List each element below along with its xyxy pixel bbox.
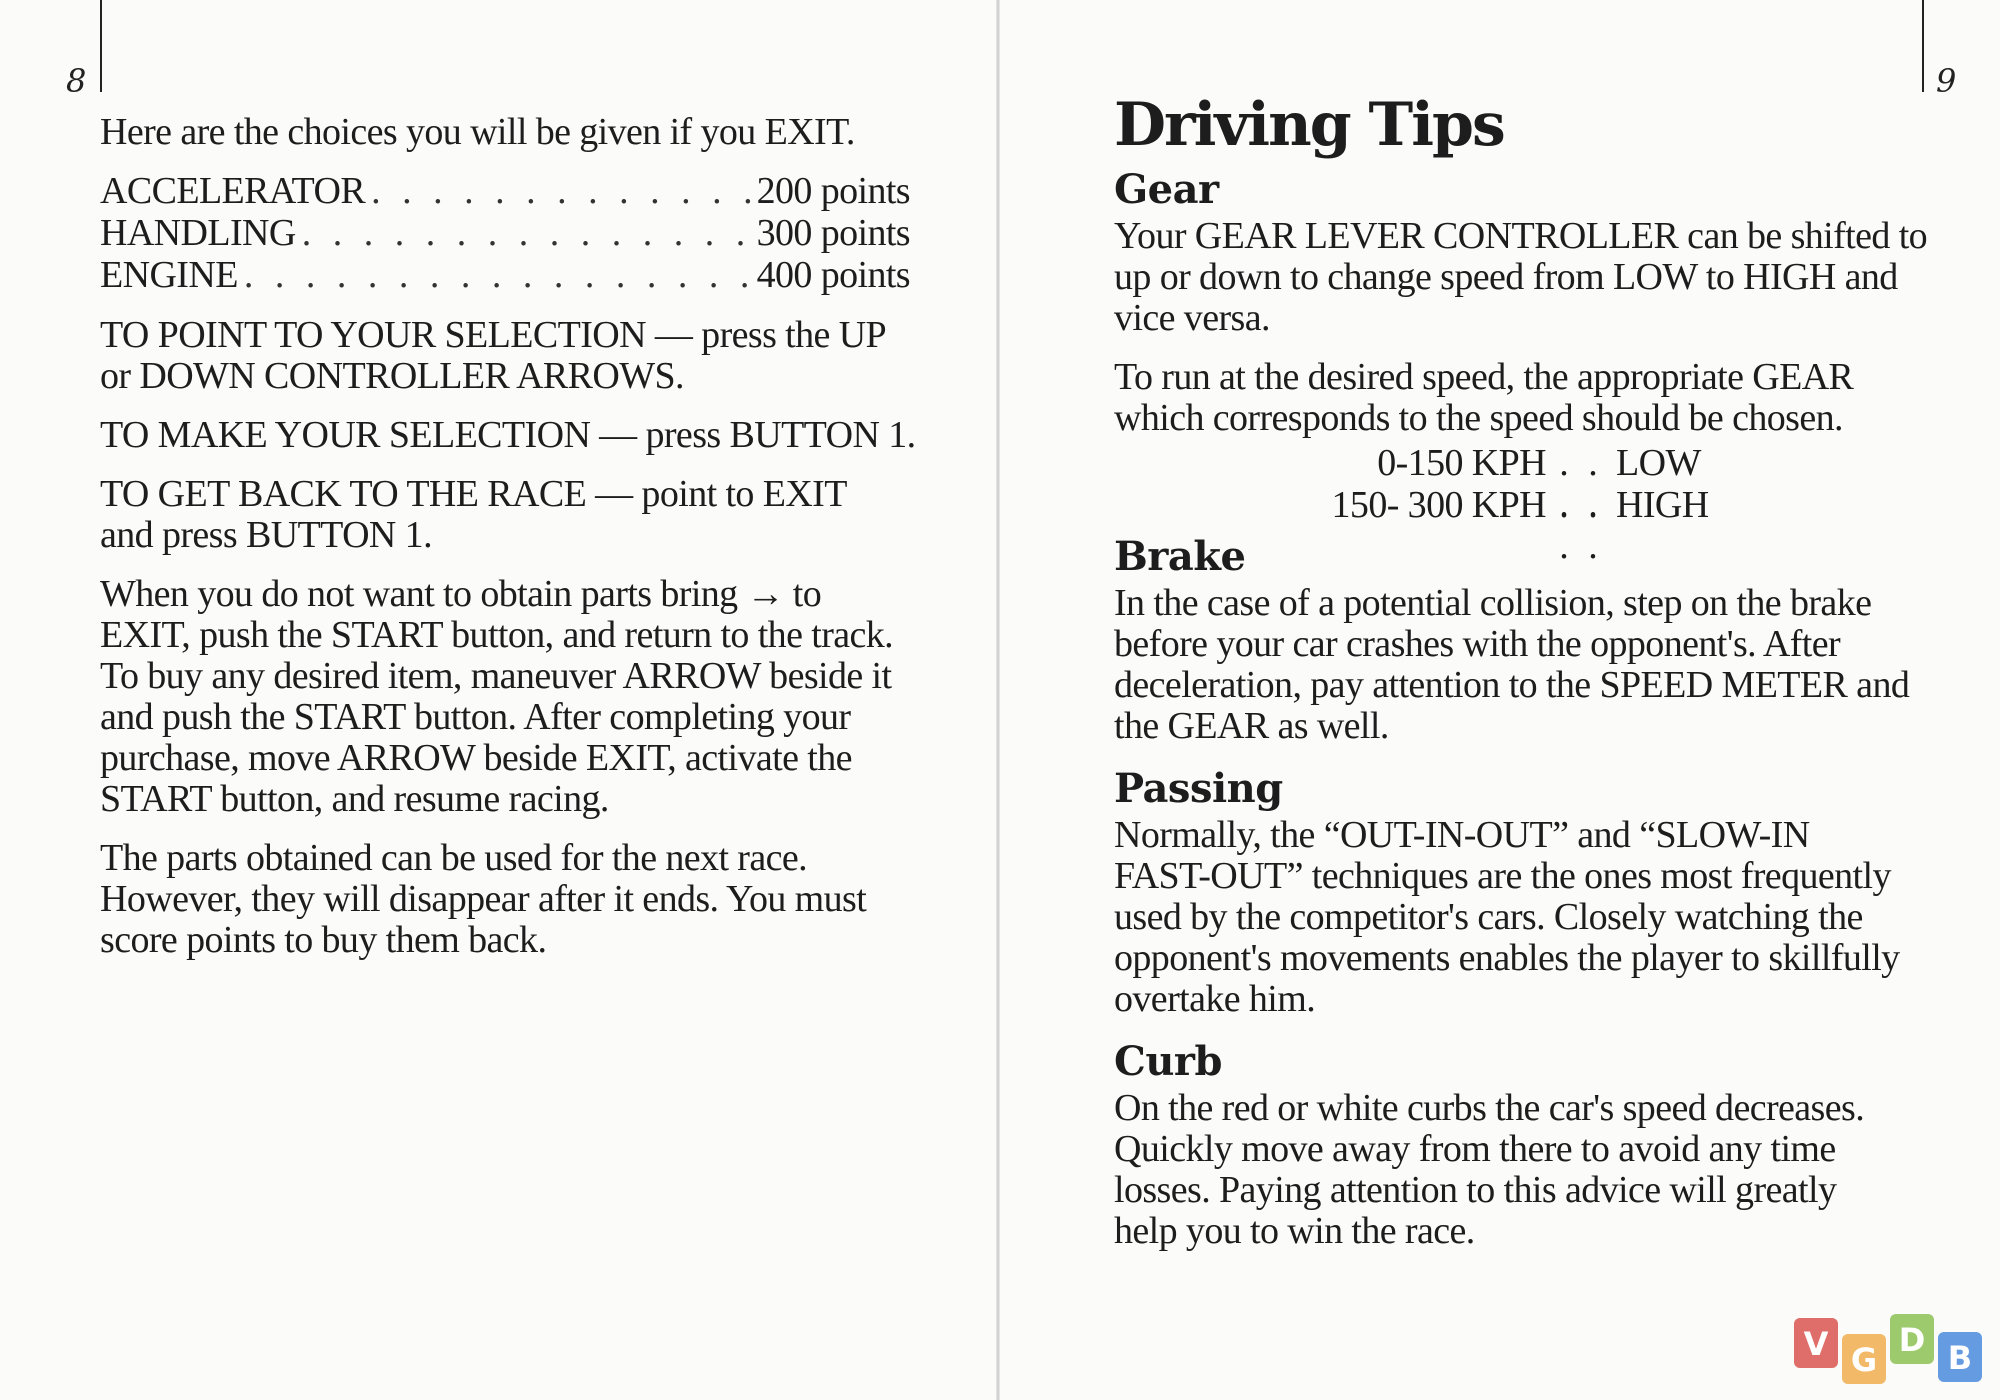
intro-paragraph: Here are the choices you will be given if you EXIT. (100, 111, 855, 153)
speed-range: 0-150 KPH (1377, 442, 1546, 484)
left-page-number: 8 (66, 62, 87, 100)
dot-leader (302, 213, 751, 254)
section-heading-passing: Passing (1114, 765, 1283, 812)
gear-paragraph-2: To run at the desired speed, the appropriate GEAR which corresponds to the speed should be chosen. (1114, 356, 1854, 439)
section-heading-gear: Gear (1114, 166, 1219, 213)
dot-leader (371, 171, 751, 212)
section-heading-brake: Brake (1114, 533, 1246, 580)
right-page-rule (1922, 0, 1924, 92)
right-page-body (1114, 90, 1944, 1270)
left-page-rule (100, 0, 102, 92)
parts-instructions-paragraph: When you do not want to obtain parts bring → to EXIT, push the START button, and return to the track. To buy any desired item, maneuver ARROW beside it and push the START button. After completing your purchase, move ARROW beside EXIT, activate the START button, and resume racing. (100, 573, 894, 820)
choice-item: ENGINE (100, 254, 238, 296)
gear-speed-row (1114, 485, 1944, 527)
gear-speed-row (1114, 443, 1944, 485)
choice-row (100, 213, 910, 255)
watermark-letter: G (1850, 1341, 1878, 1379)
instruction-make-selection: TO MAKE YOUR SELECTION — press BUTTON 1. (100, 414, 916, 456)
instruction-point-selection: TO POINT TO YOUR SELECTION — press the UP or DOWN CONTROLLER ARROWS. (100, 314, 885, 397)
speed-range: 150- 300 KPH (1331, 484, 1546, 526)
gear-level: LOW (1616, 442, 1701, 484)
section-heading-curb: Curb (1114, 1038, 1222, 1085)
right-page (1000, 0, 2000, 1400)
passing-paragraph: Normally, the “OUT-IN-OUT” and “SLOW-IN FAST-OUT” techniques are the ones most frequently used by the competitor's cars. Closely watching the opponent's movements enables the player to skillfully overtake him. (1114, 814, 1900, 1020)
right-page-number: 9 (1936, 62, 1957, 100)
choices-list (100, 171, 910, 297)
watermark-letter: V (1803, 1325, 1829, 1363)
dot-leader (244, 255, 751, 296)
choice-item: HANDLING (100, 212, 296, 254)
choice-value: 200 points (756, 170, 910, 212)
curb-paragraph: On the red or white curbs the car's speed decreases. Quickly move away from there to avoid any time losses. Paying attention to this advice will greatly help you to win the race. (1114, 1087, 1865, 1252)
choice-item: ACCELERATOR (100, 170, 366, 212)
choice-row (100, 255, 910, 297)
dot-leader (1546, 485, 1616, 567)
choice-value: 400 points (756, 254, 910, 296)
gear-speed-table (1114, 443, 1944, 527)
page-title: Driving Tips (1114, 90, 1504, 160)
choice-value: 300 points (756, 212, 910, 254)
choice-row (100, 171, 910, 213)
vgdb-watermark-logo (1790, 1312, 1990, 1388)
brake-paragraph: In the case of a potential collision, step on the brake before your car crashes with the opponent's. After deceleration, pay attention to the SPEED METER and the GEAR as well. (1114, 582, 1910, 747)
left-page-body (100, 112, 920, 979)
parts-expiry-paragraph: The parts obtained can be used for the next race. However, they will disappear after it ends. You must score points to buy them back. (100, 837, 867, 961)
watermark-letter: D (1898, 1321, 1926, 1359)
gear-level: HIGH (1616, 484, 1709, 526)
instruction-back-to-race: TO GET BACK TO THE RACE — point to EXIT and press BUTTON 1. (100, 473, 847, 556)
watermark-letter: B (1947, 1339, 1973, 1377)
gear-paragraph-1: Your GEAR LEVER CONTROLLER can be shifted to up or down to change speed from LOW to HIGH and vice versa. (1114, 215, 1928, 339)
